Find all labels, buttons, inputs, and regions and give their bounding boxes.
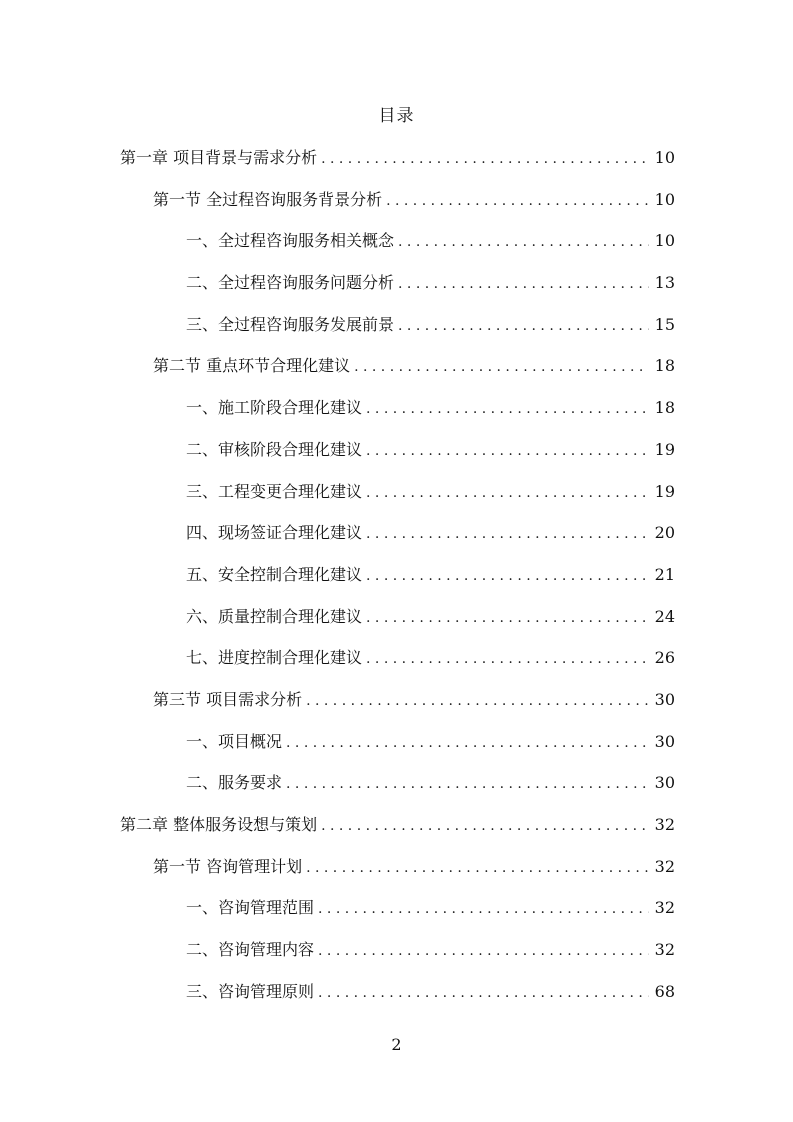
dot-leader bbox=[318, 980, 649, 1006]
toc-entry-level-3[interactable] bbox=[120, 479, 675, 521]
dot-leader bbox=[366, 480, 649, 506]
toc-entry-level-3[interactable] bbox=[120, 770, 675, 812]
toc-entry-level-3[interactable] bbox=[120, 895, 675, 937]
toc-entry-page: 10 bbox=[654, 189, 675, 209]
dot-leader bbox=[366, 438, 649, 464]
dot-leader bbox=[306, 688, 649, 714]
page-number: 2 bbox=[391, 1035, 402, 1054]
toc-entry-page: 21 bbox=[654, 564, 675, 584]
toc-entry-level-2[interactable] bbox=[120, 687, 675, 729]
toc-entry-page: 20 bbox=[654, 523, 675, 543]
toc-entry-page: 13 bbox=[654, 273, 675, 293]
toc-entry-page: 68 bbox=[654, 981, 675, 1001]
toc-entry-label: 二、全过程咨询服务问题分析 bbox=[186, 273, 395, 293]
table-of-contents bbox=[120, 145, 675, 1020]
toc-entry-label: 一、全过程咨询服务相关概念 bbox=[186, 231, 395, 251]
toc-entry-page: 26 bbox=[654, 648, 675, 668]
toc-entry-page: 19 bbox=[654, 481, 675, 501]
toc-entry-page: 10 bbox=[654, 231, 675, 251]
toc-entry-label: 第三节 项目需求分析 bbox=[153, 689, 303, 709]
toc-entry-level-3[interactable] bbox=[120, 937, 675, 979]
toc-entry-level-1[interactable] bbox=[120, 812, 675, 854]
toc-entry-level-3[interactable] bbox=[120, 562, 675, 604]
toc-entry-label: 三、工程变更合理化建议 bbox=[186, 481, 363, 501]
toc-entry-level-3[interactable] bbox=[120, 312, 675, 354]
toc-entry-page: 32 bbox=[654, 815, 675, 834]
toc-entry-label: 四、现场签证合理化建议 bbox=[186, 523, 363, 543]
toc-entry-label: 第二节 重点环节合理化建议 bbox=[153, 356, 351, 376]
toc-entry-level-3[interactable] bbox=[120, 437, 675, 479]
toc-entry-label: 三、全过程咨询服务发展前景 bbox=[186, 314, 395, 334]
toc-entry-label: 二、咨询管理内容 bbox=[186, 940, 315, 960]
toc-entry-label: 第一章 项目背景与需求分析 bbox=[120, 148, 318, 167]
toc-entry-page: 19 bbox=[654, 439, 675, 459]
dot-leader bbox=[398, 229, 649, 255]
toc-entry-label: 第一节 全过程咨询服务背景分析 bbox=[153, 189, 383, 209]
toc-entry-page: 32 bbox=[654, 940, 675, 960]
toc-entry-label: 二、审核阶段合理化建议 bbox=[186, 439, 363, 459]
toc-entry-level-3[interactable] bbox=[120, 270, 675, 312]
toc-entry-page: 18 bbox=[654, 356, 675, 376]
toc-entry-level-3[interactable] bbox=[120, 520, 675, 562]
toc-entry-page: 15 bbox=[654, 314, 675, 334]
toc-entry-label: 六、质量控制合理化建议 bbox=[186, 606, 363, 626]
dot-leader bbox=[366, 521, 649, 547]
dot-leader bbox=[321, 813, 649, 839]
toc-entry-level-3[interactable] bbox=[120, 645, 675, 687]
dot-leader bbox=[386, 188, 649, 214]
toc-entry-page: 30 bbox=[654, 689, 675, 709]
toc-entry-page: 30 bbox=[654, 731, 675, 751]
toc-entry-level-2[interactable] bbox=[120, 854, 675, 896]
toc-entry-page: 18 bbox=[654, 398, 675, 418]
toc-entry-page: 32 bbox=[654, 898, 675, 918]
toc-entry-page: 32 bbox=[654, 856, 675, 876]
toc-entry-level-3[interactable] bbox=[120, 604, 675, 646]
toc-entry-label: 一、咨询管理范围 bbox=[186, 898, 315, 918]
toc-entry-label: 一、施工阶段合理化建议 bbox=[186, 398, 363, 418]
dot-leader bbox=[306, 855, 649, 881]
dot-leader bbox=[354, 354, 649, 380]
toc-entry-label: 第二章 整体服务设想与策划 bbox=[120, 815, 318, 834]
dot-leader bbox=[318, 938, 649, 964]
dot-leader bbox=[366, 563, 649, 589]
toc-entry-level-2[interactable] bbox=[120, 353, 675, 395]
toc-entry-level-2[interactable] bbox=[120, 187, 675, 229]
page-title: 目录 bbox=[378, 106, 415, 126]
toc-entry-label: 五、安全控制合理化建议 bbox=[186, 564, 363, 584]
dot-leader bbox=[398, 313, 649, 339]
toc-entry-level-3[interactable] bbox=[120, 228, 675, 270]
toc-entry-page: 24 bbox=[654, 606, 675, 626]
toc-entry-level-1[interactable] bbox=[120, 145, 675, 187]
dot-leader bbox=[398, 271, 649, 297]
toc-entry-label: 三、咨询管理原则 bbox=[186, 981, 315, 1001]
toc-entry-label: 一、项目概况 bbox=[186, 731, 283, 751]
dot-leader bbox=[366, 396, 649, 422]
dot-leader bbox=[366, 605, 649, 631]
dot-leader bbox=[286, 730, 649, 756]
toc-entry-label: 二、服务要求 bbox=[186, 773, 283, 793]
dot-leader bbox=[366, 646, 649, 672]
toc-entry-level-3[interactable] bbox=[120, 729, 675, 771]
toc-entry-page: 30 bbox=[654, 773, 675, 793]
toc-entry-label: 七、进度控制合理化建议 bbox=[186, 648, 363, 668]
toc-entry-level-3[interactable] bbox=[120, 979, 675, 1021]
dot-leader bbox=[286, 771, 649, 797]
dot-leader bbox=[318, 896, 649, 922]
toc-entry-page: 10 bbox=[654, 148, 675, 167]
toc-entry-label: 第一节 咨询管理计划 bbox=[153, 856, 303, 876]
toc-entry-level-3[interactable] bbox=[120, 395, 675, 437]
dot-leader bbox=[321, 146, 649, 172]
